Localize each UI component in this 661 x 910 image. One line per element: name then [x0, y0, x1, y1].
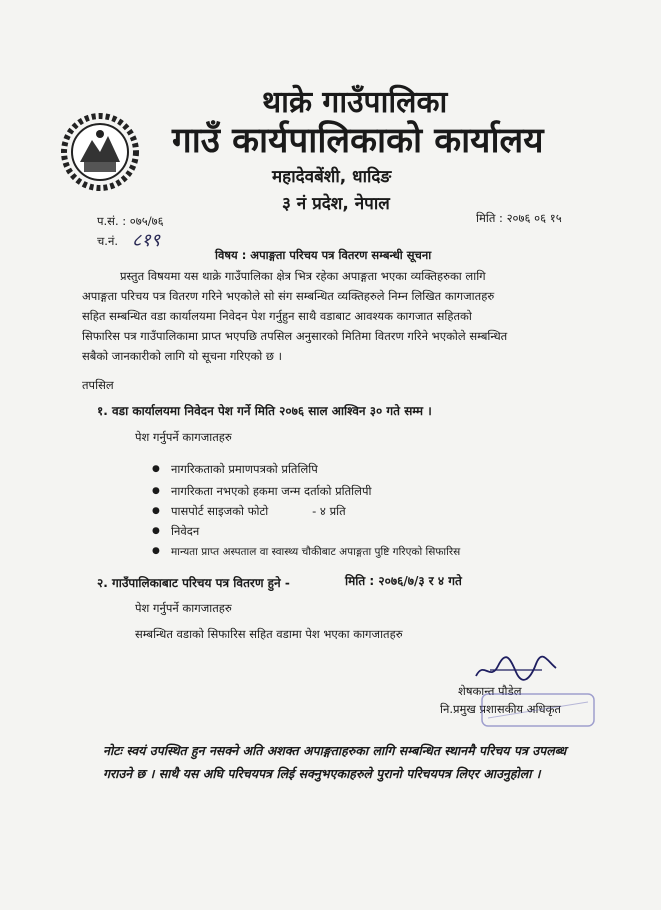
municipality-emblem-icon [58, 110, 142, 194]
office-province: ३ नं प्रदेश, नेपाल [282, 194, 390, 214]
reference-number: प.सं. : ०७५/७६ [97, 214, 164, 228]
item-2-date: मिति : २०७६/७/३ र ४ गते [345, 574, 462, 588]
dispatch-number-label: च.नं. [97, 234, 118, 248]
document-bullet: ● नागरिकताको प्रमाणपत्रको प्रतिलिपि [155, 462, 318, 477]
paragraph-line: अपाङ्गता परिचय पत्र वितरण गरिने भएकोले सो संग सम्बन्धित व्यक्तिहरुले निम्न लिखित कागजातहरु [82, 289, 495, 303]
dispatch-number-handwritten: ८१९ [132, 230, 161, 251]
required-documents-label-2: पेश गर्नुपर्ने कागजातहरु [135, 601, 232, 615]
document-bullet: ● मान्यता प्राप्त अस्पताल वा स्वास्थ्य चौकीबाट अपाङ्गता पुष्टि गरिएको सिफारिस [155, 544, 460, 559]
document-bullet: ● नागरिकता नभएको हकमा जन्म दर्ताको प्रतिलिपी [155, 484, 371, 499]
ward-documents: सम्बन्धित वडाको सिफारिस सहित वडामा पेश भएका कागजातहरु [135, 627, 403, 641]
signature-icon [470, 654, 560, 684]
item-1: १. वडा कार्यालयमा निवेदन पेश गर्ने मिति २०७६ साल आश्विन ३० गते सम्म । [97, 404, 432, 418]
subject-line: विषय : अपाङ्गता परिचय पत्र वितरण सम्बन्धी सूचना [215, 248, 432, 262]
required-documents-label: पेश गर्नुपर्ने कागजातहरु [135, 430, 232, 444]
document-bullet: ● पासपोर्ट साइजको फोटो - ४ प्रति [155, 504, 346, 519]
note-line: नोटः स्वयं उपस्थित हुन नसक्ने अति अशक्त अपाङ्गताहरुका लागि सम्बन्धित स्थानमै परिचय पत्र उपलब्ध [103, 743, 567, 758]
paragraph-line: प्रस्तुत विषयमा यस थाक्रे गाउँपालिका क्षेत्र भित्र रहेका अपाङ्गता भएका व्यक्तिहरुका लागि [120, 269, 486, 283]
document-bullet: ● निवेदन [155, 524, 199, 539]
item-2: २. गाउँपालिकाबाट परिचय पत्र वितरण हुने - [97, 576, 290, 590]
signatory-name: शेषकान्त पौडेल [458, 684, 522, 698]
note-line: गराउने छ । साथै यस अघि परिचयपत्र लिई सक्नुभएकाहरुले पुरानो परिचयपत्र लिएर आउनुहोला । [103, 766, 541, 781]
tapsil-heading: तपसिल [82, 378, 114, 392]
document-date: मिति : २०७६ ०६ १५ [476, 211, 562, 225]
municipality-name: थाक्रे गाउँपालिका [262, 85, 448, 120]
office-location: महादेवबेंशी, धादिङ [272, 167, 392, 187]
paragraph-line: सबैको जानकारीको लागि यो सूचना गरिएको छ । [82, 349, 282, 363]
office-stamp-icon [478, 690, 598, 730]
office-title: गाउँ कार्यपालिकाको कार्यालय [172, 121, 544, 161]
paragraph-line: सिफारिस पत्र गाउँपालिकामा प्राप्त भएपछि तपसिल अनुसारको मितिमा वितरण गरिने भएकोले सम्बन्धित [82, 329, 508, 343]
signatory-title: नि.प्रमुख प्रशासकीय अधिकृत [440, 702, 561, 716]
paragraph-line: सहित सम्बन्धित वडा कार्यालयमा निवेदन पेश गर्नुहुन साथै वडाबाट आवश्यक कागजात सहितको [82, 309, 472, 323]
notice-paragraph [82, 266, 602, 366]
